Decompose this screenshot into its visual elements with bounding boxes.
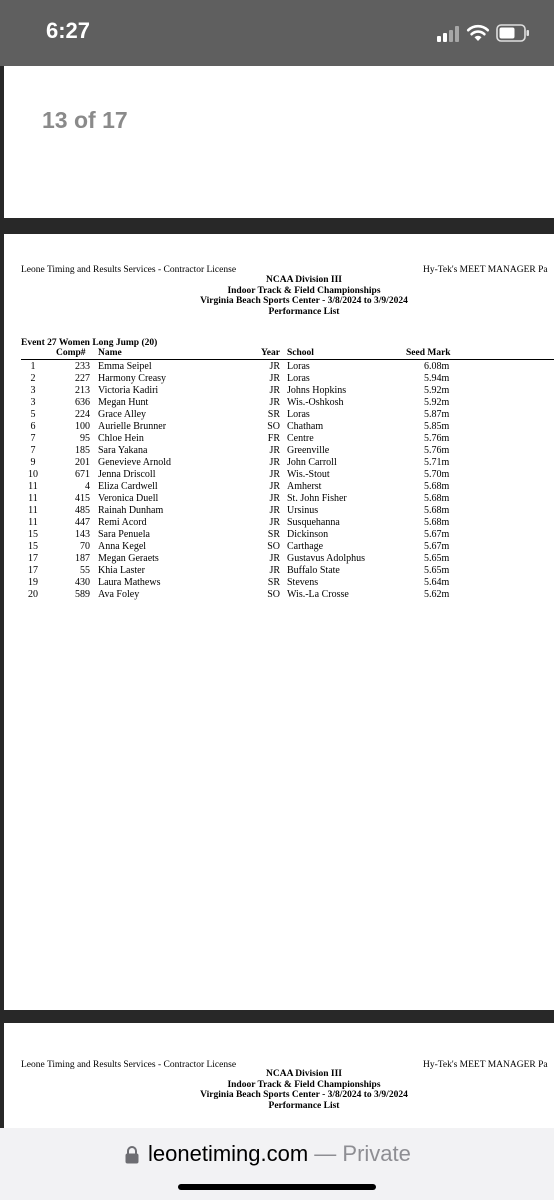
athlete-name: Veronica Duell xyxy=(98,493,159,504)
place: 11 xyxy=(28,505,38,516)
title-line: Indoor Track & Field Championships xyxy=(227,285,381,296)
url-domain: leonetiming.com xyxy=(148,1141,309,1166)
school: Amherst xyxy=(287,481,322,492)
address-bar[interactable] xyxy=(0,1128,554,1200)
place: 17 xyxy=(28,565,38,576)
seed-mark: 5.76m xyxy=(424,433,450,444)
class-year: JR xyxy=(269,445,280,456)
school: St. John Fisher xyxy=(287,493,347,504)
place: 15 xyxy=(28,529,38,540)
class-year: JR xyxy=(269,517,280,528)
column-header-year: Year xyxy=(261,348,280,358)
previous-page xyxy=(4,66,554,218)
comp-number: 70 xyxy=(80,541,90,552)
school: Susquehanna xyxy=(287,517,340,528)
report-title xyxy=(144,1069,464,1111)
title-line: Virginia Beach Sports Center - 3/8/2024 to 3/9/2024 xyxy=(200,1090,408,1100)
class-year: JR xyxy=(269,469,280,480)
page-counter: 13 of 17 xyxy=(42,107,128,133)
school: Chatham xyxy=(287,421,324,432)
class-year: JR xyxy=(269,361,280,372)
place: 11 xyxy=(28,493,38,504)
seed-mark: 5.70m xyxy=(424,469,450,480)
current-page xyxy=(4,234,554,1010)
school: Wis.-Stout xyxy=(287,469,330,480)
table-row xyxy=(4,553,554,565)
athlete-name: Harmony Creasy xyxy=(98,373,167,384)
header-right: Hy-Tek's MEET MANAGER Pa xyxy=(423,265,548,275)
table-row xyxy=(4,373,554,385)
table-row xyxy=(4,469,554,481)
home-indicator[interactable] xyxy=(178,1184,376,1190)
athlete-name: Genevieve Arnold xyxy=(98,457,172,468)
table-row xyxy=(4,457,554,469)
table-row xyxy=(4,529,554,541)
seed-mark: 5.65m xyxy=(424,565,450,576)
seed-mark: 6.08m xyxy=(424,361,450,372)
table-row xyxy=(4,409,554,421)
place: 11 xyxy=(28,481,38,492)
athlete-name: Megan Geraets xyxy=(98,553,159,564)
comp-number: 95 xyxy=(80,433,90,444)
class-year: JR xyxy=(269,493,280,504)
school: Loras xyxy=(287,409,310,420)
athlete-name: Laura Mathews xyxy=(98,577,161,588)
place: 15 xyxy=(28,541,38,552)
place: 7 xyxy=(30,445,36,456)
athlete-name: Megan Hunt xyxy=(98,397,149,408)
table-row xyxy=(4,541,554,553)
school: Greenville xyxy=(287,445,330,456)
school: Wis.-Oshkosh xyxy=(287,397,344,408)
wifi-icon xyxy=(466,22,490,42)
table-row xyxy=(4,565,554,577)
table-row xyxy=(4,577,554,589)
header-left: Leone Timing and Results Services - Contractor License xyxy=(21,265,237,275)
table-row xyxy=(4,493,554,505)
class-year: JR xyxy=(269,397,280,408)
seed-mark: 5.85m xyxy=(424,421,450,432)
title-line: Performance List xyxy=(268,306,340,317)
column-header-school: School xyxy=(287,348,314,358)
comp-number: 671 xyxy=(75,469,90,480)
school: Stevens xyxy=(287,577,319,588)
table-row xyxy=(4,589,554,601)
place: 20 xyxy=(28,589,38,600)
school: Gustavus Adolphus xyxy=(287,553,366,564)
athlete-name: Emma Seipel xyxy=(98,361,152,372)
school: Dickinson xyxy=(287,529,329,540)
athlete-name: Grace Alley xyxy=(98,409,147,420)
comp-number: 227 xyxy=(75,373,90,384)
seed-mark: 5.68m xyxy=(424,481,450,492)
place: 6 xyxy=(30,421,36,432)
header-right: Hy-Tek's MEET MANAGER Pa xyxy=(423,1060,548,1070)
school: Loras xyxy=(287,361,310,372)
table-row xyxy=(4,445,554,457)
comp-number: 485 xyxy=(75,505,90,516)
place: 3 xyxy=(30,397,36,408)
comp-number: 55 xyxy=(80,565,90,576)
place: 7 xyxy=(30,433,36,444)
athlete-name: Anna Kegel xyxy=(98,541,147,552)
table-row xyxy=(4,481,554,493)
athlete-name: Sara Yakana xyxy=(98,445,148,456)
results-table xyxy=(4,361,554,601)
comp-number: 224 xyxy=(75,409,90,420)
table-row xyxy=(4,505,554,517)
athlete-name: Eliza Cardwell xyxy=(98,481,158,492)
comp-number: 213 xyxy=(75,385,90,396)
next-page xyxy=(4,1023,554,1128)
place: 1 xyxy=(30,361,36,372)
class-year: SR xyxy=(267,577,280,588)
place: 11 xyxy=(28,517,38,528)
athlete-name: Victoria Kadiri xyxy=(98,385,159,396)
url-text[interactable] xyxy=(148,1141,411,1167)
seed-mark: 5.71m xyxy=(424,457,450,468)
place: 17 xyxy=(28,553,38,564)
column-header-comp: Comp# xyxy=(56,348,86,358)
athlete-name: Khia Laster xyxy=(98,565,145,576)
table-row xyxy=(4,433,554,445)
column-header-seed-mark: Seed Mark xyxy=(406,348,451,358)
athlete-name: Sara Penuela xyxy=(98,529,150,540)
comp-number: 589 xyxy=(75,589,90,600)
class-year: JR xyxy=(269,553,280,564)
header-left: Leone Timing and Results Services - Contractor License xyxy=(21,1060,237,1070)
table-row xyxy=(4,421,554,433)
comp-number: 233 xyxy=(75,361,90,372)
url-separator: — xyxy=(308,1141,343,1166)
lock-icon xyxy=(124,1145,140,1165)
seed-mark: 5.92m xyxy=(424,397,450,408)
school: John Carroll xyxy=(287,457,337,468)
comp-number: 100 xyxy=(75,421,90,432)
athlete-name: Aurielle Brunner xyxy=(98,421,167,432)
seed-mark: 5.68m xyxy=(424,517,450,528)
table-row xyxy=(4,385,554,397)
comp-number: 201 xyxy=(75,457,90,468)
school: Loras xyxy=(287,373,310,384)
header-divider xyxy=(21,359,554,360)
title-line: NCAA Division III xyxy=(265,1069,343,1079)
seed-mark: 5.76m xyxy=(424,445,450,456)
comp-number: 430 xyxy=(75,577,90,588)
seed-mark: 5.62m xyxy=(424,589,450,600)
school: Johns Hopkins xyxy=(287,385,347,396)
seed-mark: 5.68m xyxy=(424,493,450,504)
place: 5 xyxy=(30,409,36,420)
seed-mark: 5.87m xyxy=(424,409,450,420)
comp-number: 185 xyxy=(75,445,90,456)
class-year: JR xyxy=(269,481,280,492)
place: 19 xyxy=(28,577,38,588)
event-title: Event 27 Women Long Jump (20) xyxy=(21,338,158,348)
pdf-viewer[interactable] xyxy=(0,66,554,1128)
place: 10 xyxy=(28,469,38,480)
status-time: 6:27 xyxy=(46,18,91,43)
seed-mark: 5.67m xyxy=(424,529,450,540)
comp-number: 4 xyxy=(85,481,90,492)
place: 2 xyxy=(30,373,36,384)
title-line: Virginia Beach Sports Center - 3/8/2024 to 3/9/2024 xyxy=(200,296,408,306)
table-row xyxy=(4,517,554,529)
battery-icon xyxy=(496,24,530,42)
class-year: SO xyxy=(267,421,280,432)
place: 9 xyxy=(30,457,36,468)
class-year: JR xyxy=(269,505,280,516)
table-row xyxy=(4,361,554,373)
class-year: JR xyxy=(269,565,280,576)
athlete-name: Remi Acord xyxy=(98,517,147,528)
table-row xyxy=(4,397,554,409)
comp-number: 636 xyxy=(75,397,90,408)
school: Buffalo State xyxy=(287,565,340,576)
status-bar xyxy=(0,0,554,66)
class-year: JR xyxy=(269,373,280,384)
athlete-name: Ava Foley xyxy=(98,589,140,600)
class-year: SO xyxy=(267,541,280,552)
school: Ursinus xyxy=(287,505,319,516)
school: Carthage xyxy=(287,541,324,552)
class-year: JR xyxy=(269,457,280,468)
class-year: JR xyxy=(269,385,280,396)
comp-number: 447 xyxy=(75,517,90,528)
comp-number: 187 xyxy=(75,553,90,564)
title-line: Performance List xyxy=(268,1100,340,1111)
seed-mark: 5.65m xyxy=(424,553,450,564)
school: Centre xyxy=(287,433,314,444)
class-year: SR xyxy=(267,409,280,420)
athlete-name: Rainah Dunham xyxy=(98,505,164,516)
comp-number: 415 xyxy=(75,493,90,504)
athlete-name: Chloe Hein xyxy=(98,433,144,444)
title-line: NCAA Division III xyxy=(265,275,343,285)
athlete-name: Jenna Driscoll xyxy=(98,469,156,480)
place: 3 xyxy=(30,385,36,396)
class-year: SR xyxy=(267,529,280,540)
seed-mark: 5.94m xyxy=(424,373,450,384)
class-year: SO xyxy=(267,589,280,600)
report-title xyxy=(144,275,464,317)
cellular-signal-icon xyxy=(437,26,459,42)
private-label: Private xyxy=(342,1141,411,1166)
seed-mark: 5.64m xyxy=(424,577,450,588)
column-header-name: Name xyxy=(98,348,122,358)
seed-mark: 5.92m xyxy=(424,385,450,396)
title-line: Indoor Track & Field Championships xyxy=(227,1079,381,1090)
seed-mark: 5.67m xyxy=(424,541,450,552)
class-year: FR xyxy=(267,433,280,444)
school: Wis.-La Crosse xyxy=(287,589,349,600)
comp-number: 143 xyxy=(75,529,90,540)
seed-mark: 5.68m xyxy=(424,505,450,516)
